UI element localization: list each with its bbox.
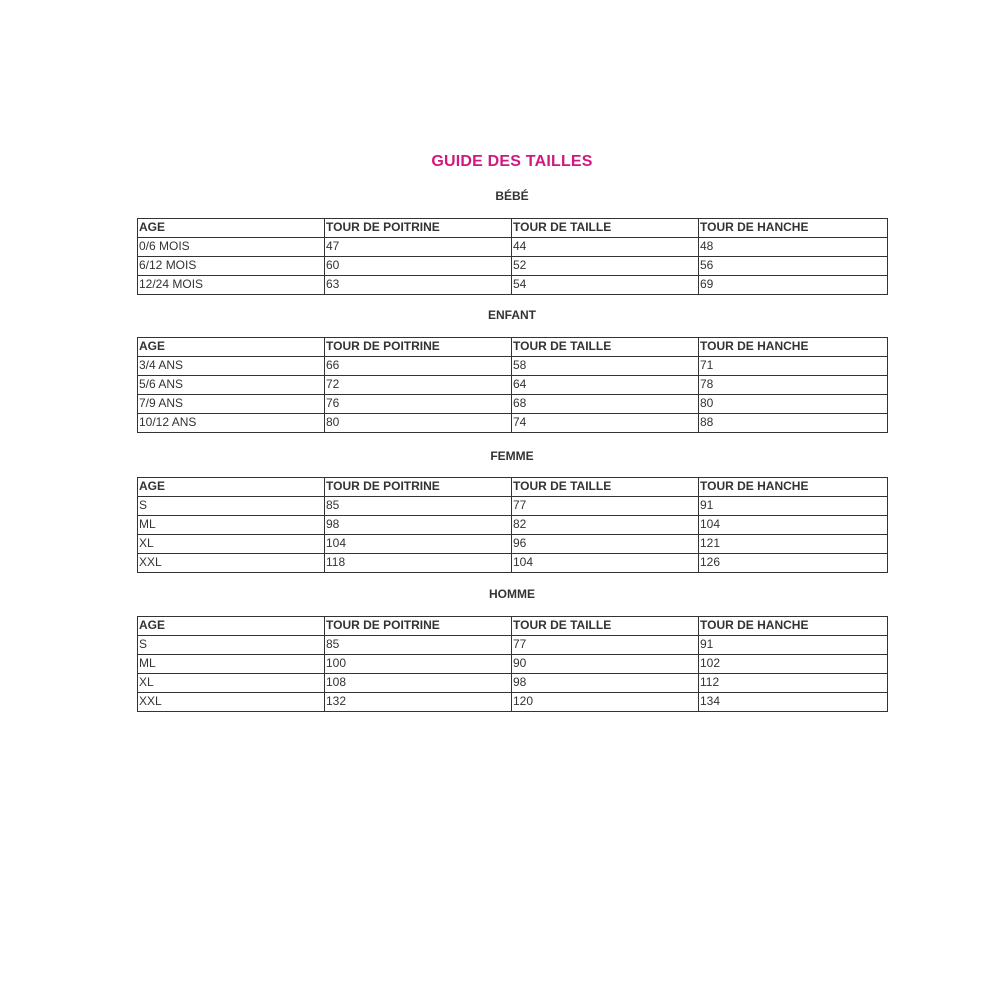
section-title-homme: HOMME (489, 587, 535, 601)
table-cell: XXL (138, 554, 325, 573)
table-cell: 47 (325, 238, 512, 257)
table-cell: 58 (512, 357, 699, 376)
table-cell: 66 (325, 357, 512, 376)
table-cell: 7/9 ANS (138, 395, 325, 414)
table-cell: 80 (699, 395, 888, 414)
table-row (138, 636, 888, 655)
table-cell: S (138, 636, 325, 655)
table-row (138, 276, 888, 295)
table-cell: 72 (325, 376, 512, 395)
table-cell: 54 (512, 276, 699, 295)
table-cell: 10/12 ANS (138, 414, 325, 433)
table-cell: 63 (325, 276, 512, 295)
column-header-chest: TOUR DE POITRINE (325, 478, 512, 497)
column-header-age: AGE (138, 478, 325, 497)
table-header-row (138, 338, 888, 357)
table-cell: 71 (699, 357, 888, 376)
table-cell: 74 (512, 414, 699, 433)
table-row (138, 535, 888, 554)
page-title: GUIDE DES TAILLES (431, 153, 593, 170)
table-row (138, 414, 888, 433)
table-cell: XXL (138, 693, 325, 712)
table-cell: 132 (325, 693, 512, 712)
column-header-waist: TOUR DE TAILLE (512, 338, 699, 357)
table-row (138, 238, 888, 257)
size-table-bebe (137, 218, 888, 295)
table-cell: 90 (512, 655, 699, 674)
column-header-waist: TOUR DE TAILLE (512, 478, 699, 497)
table-cell: 120 (512, 693, 699, 712)
column-header-age: AGE (138, 617, 325, 636)
table-cell: XL (138, 674, 325, 693)
table-cell: 104 (512, 554, 699, 573)
column-header-chest: TOUR DE POITRINE (325, 617, 512, 636)
table-cell: 112 (699, 674, 888, 693)
size-table-homme (137, 616, 888, 712)
table-row (138, 693, 888, 712)
table-row (138, 257, 888, 276)
table-cell: 88 (699, 414, 888, 433)
size-table-enfant (137, 337, 888, 433)
table-cell: 48 (699, 238, 888, 257)
column-header-chest: TOUR DE POITRINE (325, 219, 512, 238)
table-cell: 5/6 ANS (138, 376, 325, 395)
column-header-waist: TOUR DE TAILLE (512, 617, 699, 636)
table-cell: 44 (512, 238, 699, 257)
table-cell: 85 (325, 636, 512, 655)
table-row (138, 497, 888, 516)
column-header-hip: TOUR DE HANCHE (699, 219, 888, 238)
table-cell: 98 (512, 674, 699, 693)
table-cell: 82 (512, 516, 699, 535)
table-cell: 134 (699, 693, 888, 712)
table-cell: 91 (699, 636, 888, 655)
table-cell: 56 (699, 257, 888, 276)
table-cell: 77 (512, 497, 699, 516)
table-cell: 60 (325, 257, 512, 276)
size-table-femme (137, 477, 888, 573)
table-cell: S (138, 497, 325, 516)
table-row (138, 357, 888, 376)
table-cell: 98 (325, 516, 512, 535)
table-header-row (138, 219, 888, 238)
section-title-bebe: BÉBÉ (495, 189, 529, 203)
table-cell: 91 (699, 497, 888, 516)
column-header-hip: TOUR DE HANCHE (699, 478, 888, 497)
table-cell: ML (138, 516, 325, 535)
column-header-age: AGE (138, 338, 325, 357)
table-cell: 96 (512, 535, 699, 554)
table-cell: 69 (699, 276, 888, 295)
table-cell: 52 (512, 257, 699, 276)
table-header-row (138, 617, 888, 636)
column-header-chest: TOUR DE POITRINE (325, 338, 512, 357)
table-cell: 77 (512, 636, 699, 655)
table-cell: 78 (699, 376, 888, 395)
table-cell: 12/24 MOIS (138, 276, 325, 295)
table-cell: 104 (699, 516, 888, 535)
table-header-row (138, 478, 888, 497)
table-cell: 6/12 MOIS (138, 257, 325, 276)
table-cell: 102 (699, 655, 888, 674)
table-cell: 118 (325, 554, 512, 573)
column-header-hip: TOUR DE HANCHE (699, 617, 888, 636)
table-cell: 108 (325, 674, 512, 693)
table-cell: ML (138, 655, 325, 674)
section-title-enfant: ENFANT (488, 308, 536, 322)
table-cell: 126 (699, 554, 888, 573)
table-cell: 80 (325, 414, 512, 433)
table-cell: 76 (325, 395, 512, 414)
table-cell: 104 (325, 535, 512, 554)
table-cell: 85 (325, 497, 512, 516)
column-header-hip: TOUR DE HANCHE (699, 338, 888, 357)
column-header-waist: TOUR DE TAILLE (512, 219, 699, 238)
table-cell: 0/6 MOIS (138, 238, 325, 257)
table-cell: 100 (325, 655, 512, 674)
table-row (138, 655, 888, 674)
table-cell: XL (138, 535, 325, 554)
table-row (138, 395, 888, 414)
table-cell: 64 (512, 376, 699, 395)
table-row (138, 516, 888, 535)
column-header-age: AGE (138, 219, 325, 238)
table-cell: 121 (699, 535, 888, 554)
table-cell: 68 (512, 395, 699, 414)
section-title-femme: FEMME (490, 449, 534, 463)
table-cell: 3/4 ANS (138, 357, 325, 376)
table-row (138, 376, 888, 395)
table-row (138, 674, 888, 693)
table-row (138, 554, 888, 573)
